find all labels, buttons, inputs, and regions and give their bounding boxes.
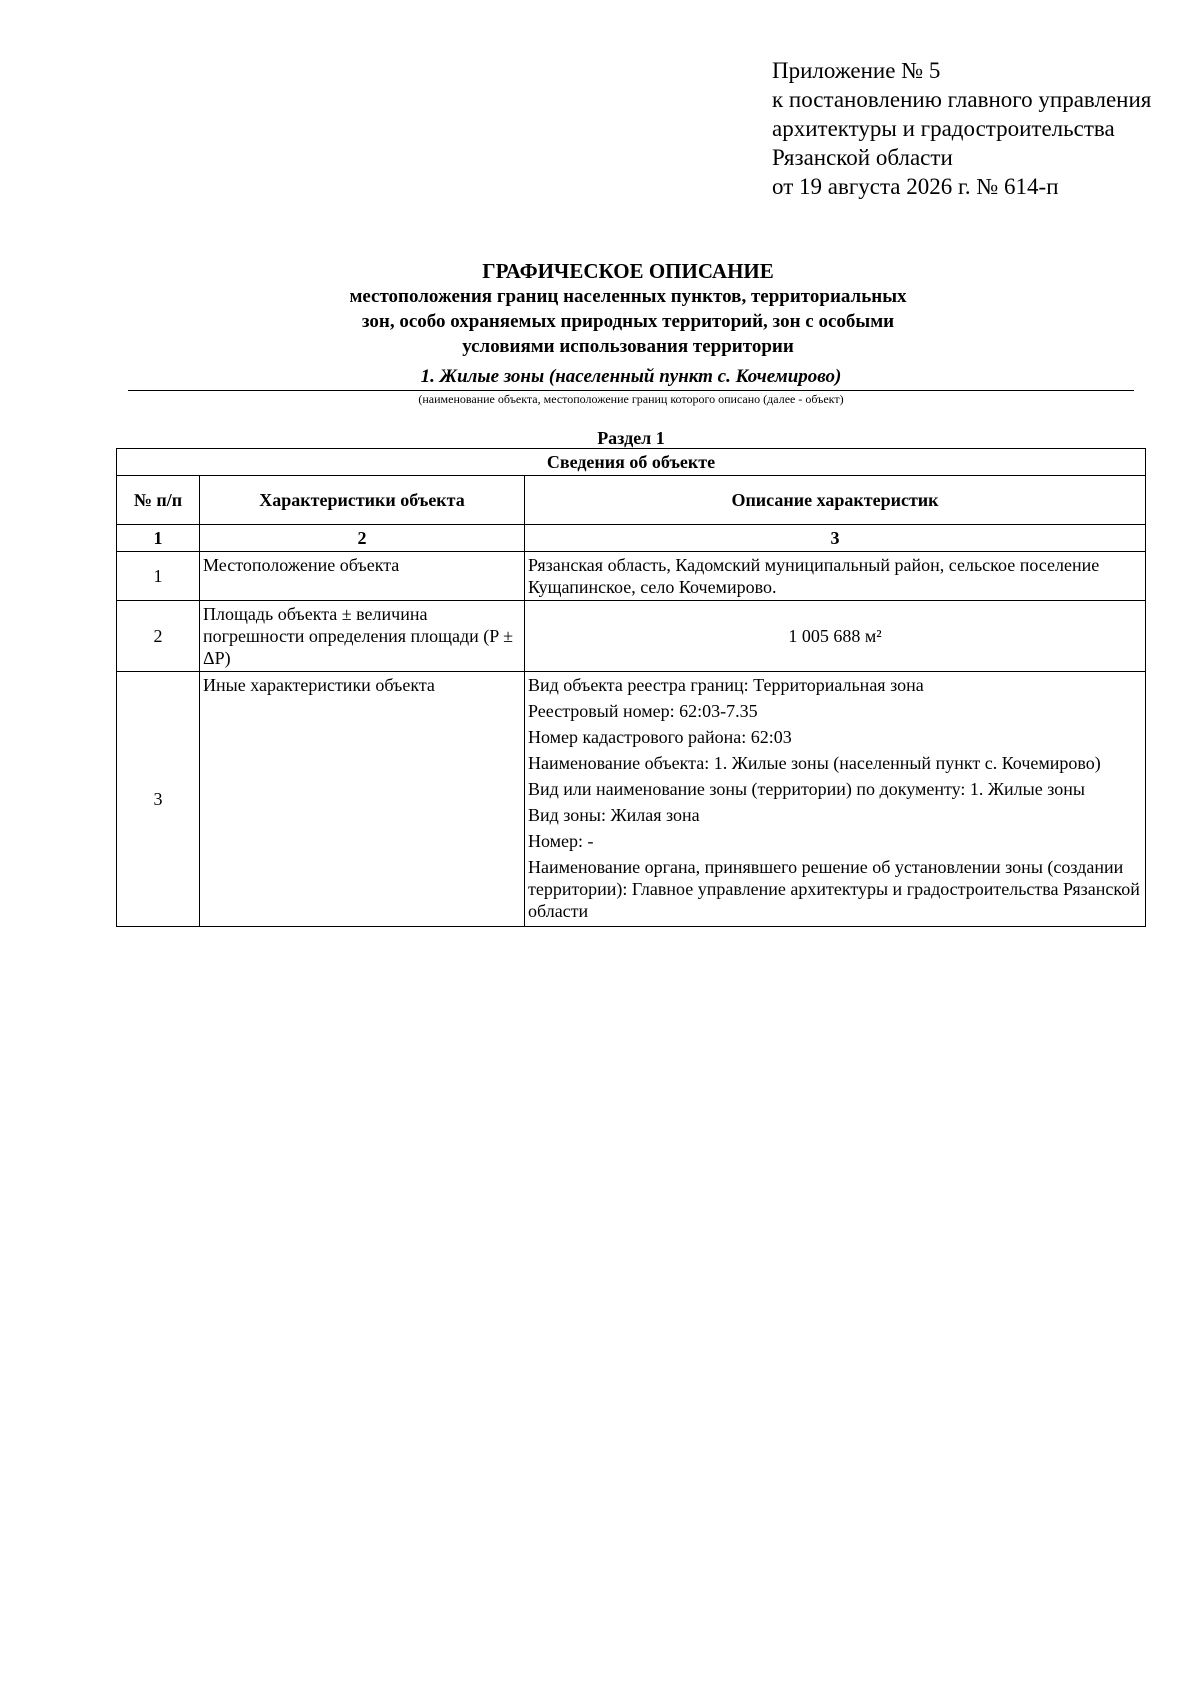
characteristic-line: Номер: - — [528, 831, 594, 851]
section-title: Раздел 1 — [597, 428, 665, 448]
row-characteristic: Площадь объекта ± величина погрешности определения площади (P ± ΔP) — [200, 601, 525, 672]
annex-line: архитектуры и градостроительства — [772, 116, 1115, 141]
characteristic-line: Наименование органа, принявшего решение об установлении зоны (создании территории): Главное управление архитектуры и градостроительства Рязанской области — [528, 857, 1140, 921]
annex-line: Рязанской области — [772, 145, 953, 170]
annex-header — [772, 56, 1151, 201]
column-number: 2 — [200, 525, 525, 552]
characteristic-line: Вид объекта реестра границ: Территориальная зона — [528, 675, 924, 695]
row-characteristic: Иные характеристики объекта — [200, 672, 525, 927]
header-description: Описание характеристик — [525, 476, 1146, 525]
row-description: Рязанская область, Кадомский муниципальный район, сельское поселение Кущапинское, село Кочемирово. — [525, 552, 1146, 601]
characteristic-line: Реестровый номер: 62:03-7.35 — [528, 701, 758, 721]
title-subtitle: зон, особо охраняемых природных территорий, зон с особыми — [361, 311, 895, 332]
characteristic-line: Вид или наименование зоны (территории) по документу: 1. Жилые зоны — [528, 779, 1085, 799]
object-caption: (наименование объекта, местоположение границ которого описано (далее - объект) — [418, 392, 844, 406]
table-row — [117, 601, 1146, 672]
column-number: 3 — [525, 525, 1146, 552]
characteristic-line: Номер кадастрового района: 62:03 — [528, 727, 792, 747]
header-characteristics: Характеристики объекта — [200, 476, 525, 525]
row-description: 1 005 688 м² — [525, 601, 1146, 672]
header-num: № п/п — [117, 476, 200, 525]
object-name: 1. Жилые зоны (населенный пункт с. Кочемирово) — [128, 365, 1134, 391]
row-number: 1 — [117, 552, 200, 601]
table-row — [117, 672, 1146, 927]
table-row — [117, 552, 1146, 601]
annex-line: Приложение № 5 — [772, 58, 941, 83]
annex-line: к постановлению главного управления — [772, 87, 1152, 112]
row-characteristic: Местоположение объекта — [200, 552, 525, 601]
column-number: 1 — [117, 525, 200, 552]
characteristic-line: Наименование объекта: 1. Жилые зоны (населенный пункт с. Кочемирово) — [528, 753, 1101, 773]
row-number: 3 — [117, 672, 200, 927]
annex-date-line: от 19 августа 2026 г. № 614-п — [772, 174, 1059, 199]
row-description — [525, 672, 1146, 927]
title-subtitle: местоположения границ населенных пунктов, территориальных — [349, 286, 907, 307]
object-info-table — [116, 448, 1146, 927]
title-subtitle: условиями использования территории — [462, 336, 794, 357]
title-main: ГРАФИЧЕСКОЕ ОПИСАНИЕ — [482, 259, 774, 283]
row-number: 2 — [117, 601, 200, 672]
document-title — [128, 258, 1128, 359]
characteristic-line: Вид зоны: Жилая зона — [528, 805, 700, 825]
table-title: Сведения об объекте — [117, 449, 1146, 476]
